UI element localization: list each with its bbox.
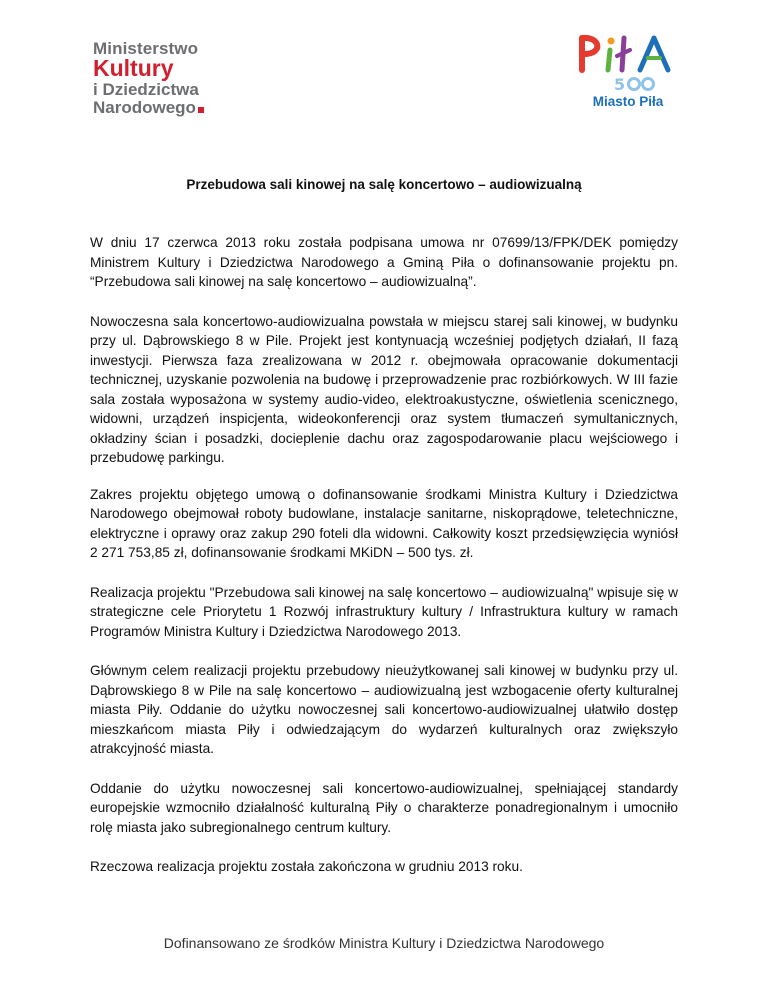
paragraph-6: Oddanie do użytku nowoczesnej sali koncertowo-audiowizualnej, spełniającej standardy europejskie wzmocniło działalność kulturalną Piły o charakterze ponadregionalnym i umocniło rolę miasta jako subregionalnego centrum kultury. — [90, 780, 678, 835]
document-title: Przebudowa sali kinowej na salę koncertowo – audiowizualną — [186, 177, 582, 192]
page-footer: Dofinansowano ze środków Ministra Kultury i Dziedzictwa Narodowego — [163, 935, 605, 951]
document-body — [90, 233, 678, 897]
city-logo-graphic — [570, 30, 680, 96]
ministry-logo-line4: Narodowego — [93, 98, 196, 117]
logo-dot — [198, 107, 204, 113]
ministry-logo-line2: Kultury — [93, 55, 174, 81]
ministry-logo — [93, 40, 204, 116]
city-logo-name: Miasto Piła — [592, 94, 664, 109]
ministry-logo-line1: Ministerstwo — [93, 39, 199, 58]
paragraph-2: Nowoczesna sala koncertowo-audiowizualna powstała w miejscu starej sali kinowej, w budynku przy ul. Dąbrowskiego 8 w Pile. Projekt jest kontynuacją wcześniej podjętych działań, II fazą inwestycji. Pierwsza faza zrealizowana w 2012 r. obejmowała opracowanie dokumentacji technicznej, uzyskanie pozwolenia na budowę i przeprowadzenie prac rozbiórkowych. W III fazie sala została wyposażona w systemy audio-video, elektroakustyczne, oświetlenia scenicznego, widowni, urządzeń inspicjenta, wideokonferencji oraz system tłumaczeń symultanicznych, okładziny ścian i posadzki, docieplenie dachu oraz zagospodarowanie placu wejściowego i przebudowę parkingu. — [90, 313, 678, 465]
city-logo — [570, 30, 680, 110]
ministry-logo-line4-wrap — [93, 99, 204, 116]
paragraph-5: Głównym celem realizacji projektu przebudowy nieużytkowanej sali kinowej w budynku przy ul. Dąbrowskiego 8 w Pile na salę koncertowo – audiowizualną jest wzbogacenie oferty kulturalnej miasta Piły. Oddanie do użytku nowoczesnej sali koncertowo-audiowizualnej ułatwiło dostęp mieszkańcom miasta Piły i odwiedzającym do wydarzeń kulturalnych oraz zwiększyło atrakcyjność miasta. — [90, 663, 678, 756]
svg-text:5: 5 — [614, 75, 626, 94]
paragraph-4: Realizacja projektu "Przebudowa sali kinowej na salę koncertowo – audiowizualną" wpisuje się w strategiczne cele Priorytetu 1 Rozwój infrastruktury kultury / Infrastruktura kultury w ramach Programów Ministra Kultury i Dziedzictwa Narodowego 2013. — [90, 584, 678, 639]
paragraph-1: W dniu 17 czerwca 2013 roku została podpisana umowa nr 07699/13/FPK/DEK pomiędzy Ministrem Kultury i Dziedzictwa Narodowego a Gminą Piła o dofinansowanie projektu pn. “Przebudowa sali kinowej na salę koncertowo – audiowizualną”. — [90, 235, 678, 289]
paragraph-3: Zakres projektu objętego umową o dofinansowanie środkami Ministra Kultury i Dziedzictwa Narodowego obejmował roboty budowlane, instalacje sanitarne, niskoprądowe, teletechniczne, elektryczne i oprawy oraz zakup 290 foteli dla widowni. Całkowity koszt przedsięwzięcia wyniósł 2 271 753,85 zł, dofinansowanie środkami MKiDN – 500 tys. zł. — [90, 486, 678, 560]
ministry-logo-line3: i Dziedzictwa — [93, 80, 199, 99]
paragraph-7: Rzeczowa realizacja projektu została zakończona w grudniu 2013 roku. — [90, 859, 523, 874]
